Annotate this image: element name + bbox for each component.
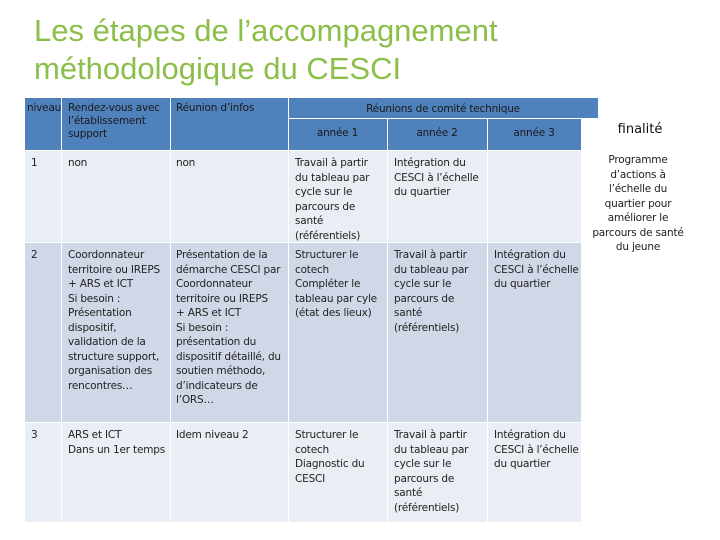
row-2-annee-2: Travail à partir du tableau par cycle sur le parcours de santé (référentiels) [394,249,469,334]
header-comite-technique: Réunions de comité technique [366,103,520,115]
row-3-rendez-vous: ARS et ICT Dans un 1er temps [68,429,165,456]
header-annee-3: année 3 [513,127,555,139]
grid-line [387,118,388,522]
grid-line [61,98,62,522]
row-1-annee-1: Travail à partir du tableau par cycle sur le parcours de santé (référentiels) [295,157,370,242]
grid-line [487,118,488,522]
header-reunion-infos: Réunion d’infos [176,102,255,114]
row-2-rendez-vous: Coordonnateur territoire ou IREPS + ARS et ICT Si besoin : Présentation dispositif, validation de la structure support, organisation des rencontres… [68,249,160,392]
grid-line [170,98,171,522]
row-3-niveau: 3 [31,429,38,441]
row-1-niveau: 1 [31,157,38,169]
row-3-reunion: Idem niveau 2 [176,429,249,441]
title-line-1: Les étapes de l’accompagnement [34,13,498,48]
header-rendez-vous: Rendez-vous avec l’établissement support [68,102,160,140]
grid-line [25,422,581,423]
grid-line [288,98,289,522]
finalite-text: Programme d’actions à l’échelle du quartier pour améliorer le parcours de santé du jeune [592,154,684,253]
title-line-2: méthodologique du CESCI [34,51,402,86]
header-annee-1: année 1 [316,127,359,139]
row-1-reunion: non [176,157,196,169]
row-3-annee-2: Travail à partir du tableau par cycle sur le parcours de santé (référentiels) [394,429,469,514]
grid-line [25,150,581,151]
header-annee-2: année 2 [416,127,458,139]
row-3-annee-3: Intégration du CESCI à l’échelle du quartier [494,429,579,470]
row-3-annee-1: Structurer le cotech Diagnostic du CESCI [295,429,365,485]
row-2-niveau: 2 [31,249,38,261]
header-finalite: finalité [617,122,663,137]
page-title [34,12,694,88]
grid-line [288,118,598,119]
row-2-reunion: Présentation de la démarche CESCI par Coordonnateur territoire ou IREPS + ARS et ICT Si besoin : présentation du dispositif détaillé, du soutien méthodo, d’indicateurs de l’ORS… [176,249,281,406]
row-2-annee-3: Intégration du CESCI à l’échelle du quartier [494,249,579,290]
row-1-annee-2: Intégration du CESCI à l’échelle du quartier [394,157,479,198]
row-2-annee-1: Structurer le cotech Compléter le tableau par cyle (état des lieux) [295,249,377,319]
row-1-rendez-vous: non [68,157,88,169]
header-niveau: niveau [27,102,62,114]
